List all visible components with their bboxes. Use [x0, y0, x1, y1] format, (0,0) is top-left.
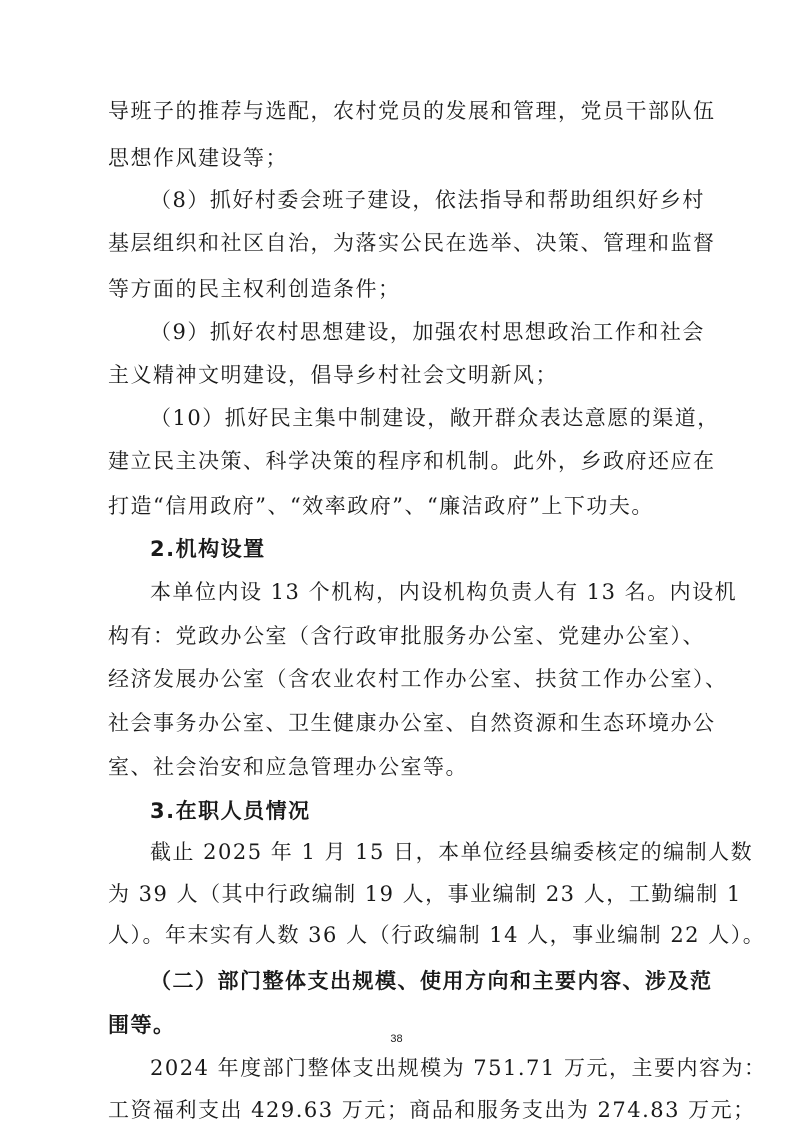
section-heading-2: 2.机构设置 [150, 537, 266, 561]
body-text-line: 思想作风建设等； [108, 146, 288, 170]
body-text-line: 人）。年末实有人数 36 人（行政编制 14 人，事业编制 22 人）。 [108, 923, 766, 947]
body-text-line: 截止 2025 年 1 月 15 日，本单位经县编委核定的编制人数 [150, 840, 754, 864]
section-heading-two: （二）部门整体支出规模、使用方向和主要内容、涉及范 [150, 969, 713, 993]
body-text-line: 工资福利支出 429.63 万元；商品和服务支出为 274.83 万元； [108, 1098, 756, 1122]
list-item-8-line: （8）抓好村委会班子建设，依法指导和帮助组织好乡村 [150, 188, 705, 212]
section-heading-two-cont: 围等。 [108, 1013, 176, 1037]
body-text-line: 导班子的推荐与选配，农村党员的发展和管理，党员干部队伍 [108, 99, 716, 123]
body-text-line: 主义精神文明建设，倡导乡村社会文明新风； [108, 363, 558, 387]
body-text-line: 等方面的民主权利创造条件； [108, 277, 401, 301]
body-text-line: 室、社会治安和应急管理办公室等。 [108, 755, 468, 779]
body-text-line: 打造“信用政府”、“效率政府”、“廉洁政府”上下功夫。 [108, 494, 654, 518]
body-text-line: 本单位内设 13 个机构，内设机构负责人有 13 名。内设机 [150, 580, 738, 604]
body-text-line: 社会事务办公室、卫生健康办公室、自然资源和生态环境办公 [108, 711, 716, 735]
list-item-10-line: （10）抓好民主集中制建设，敞开群众表达意愿的渠道， [150, 406, 720, 430]
body-text-line: 构有：党政办公室（含行政审批服务办公室、党建办公室）、 [108, 624, 705, 648]
body-text-line: 经济发展办公室（含农业农村工作办公室、扶贫工作办公室）、 [108, 667, 728, 691]
section-heading-3: 3.在职人员情况 [150, 799, 311, 823]
list-item-9-line: （9）抓好农村思想建设，加强农村思想政治工作和社会 [150, 320, 705, 344]
page-number: 38 [390, 1033, 403, 1045]
body-text-line: 为 39 人（其中行政编制 19 人，事业编制 23 人，工勤编制 1 [108, 882, 742, 906]
body-text-line: 建立民主决策、科学决策的程序和机制。此外，乡政府还应在 [108, 449, 716, 473]
body-text-line: 基层组织和社区自治，为落实公民在选举、决策、管理和监督 [108, 231, 716, 255]
body-text-line: 2024 年度部门整体支出规模为 751.71 万元，主要内容为： [150, 1056, 767, 1080]
